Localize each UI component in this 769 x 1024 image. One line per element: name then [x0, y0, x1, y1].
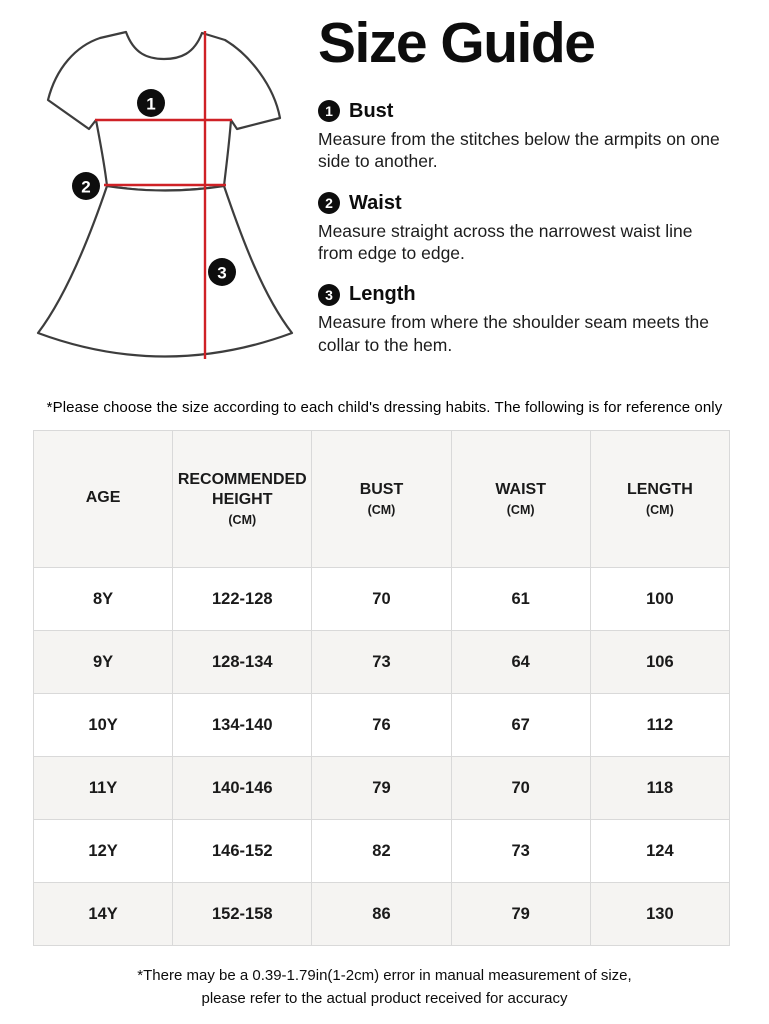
table-cell-bust: 73 [312, 631, 451, 694]
table-cell-length: 100 [590, 568, 729, 631]
page-title: Size Guide [318, 11, 595, 75]
marker-1-label: 1 [146, 94, 156, 114]
table-cell-length: 130 [590, 883, 729, 946]
table-cell-age: 9Y [34, 631, 173, 694]
table-cell-bust: 86 [312, 883, 451, 946]
table-cell-age: 14Y [34, 883, 173, 946]
table-cell-waist: 73 [451, 820, 590, 883]
marker-3 [208, 258, 236, 286]
table-cell-waist: 67 [451, 694, 590, 757]
waist-description: Measure straight across the narrowest waist line from edge to edge. [318, 220, 693, 264]
waist-label: Waist [349, 191, 402, 214]
measurement-error-disclaimer [0, 964, 769, 1011]
table-cell-height: 140-146 [173, 757, 312, 820]
table-cell-waist: 79 [451, 883, 590, 946]
table-row [34, 694, 730, 757]
table-cell-age: 8Y [34, 568, 173, 631]
table-cell-height: 134-140 [173, 694, 312, 757]
column-header-bust-label: BUST [359, 480, 404, 498]
table-cell-height: 152-158 [173, 883, 312, 946]
size-selection-note: *Please choose the size according to each child's dressing habits. The following is for reference only [46, 399, 723, 416]
table-row [34, 568, 730, 631]
waist-heading [318, 192, 750, 215]
column-header-length [590, 431, 729, 568]
table-cell-height: 146-152 [173, 820, 312, 883]
marker-2 [72, 172, 100, 200]
table-cell-length: 124 [590, 820, 729, 883]
table-row [34, 883, 730, 946]
table-header-row [34, 431, 730, 568]
column-header-waist [451, 431, 590, 568]
table-cell-bust: 82 [312, 820, 451, 883]
bust-number-badge: 1 [318, 100, 340, 122]
dress-diagram [28, 8, 310, 389]
length-label: Length [349, 283, 416, 306]
column-header-age-label: AGE [85, 489, 121, 507]
table-cell-length: 106 [590, 631, 729, 694]
table-cell-waist: 61 [451, 568, 590, 631]
marker-2-label: 2 [81, 177, 91, 197]
dress-outline-svg [28, 8, 310, 384]
measurement-guide-section [0, 0, 769, 389]
bust-section [318, 100, 750, 173]
disclaimer-line-1: *There may be a 0.39-1.79in(1-2cm) error in manual measurement of size, [137, 967, 632, 984]
length-description: Measure from where the shoulder seam meets the collar to the hem. [318, 312, 710, 355]
column-header-bust [312, 431, 451, 568]
table-cell-age: 12Y [34, 820, 173, 883]
table-row [34, 757, 730, 820]
bust-label: Bust [349, 99, 394, 122]
column-header-waist-label: WAIST [495, 480, 546, 498]
column-header-waist-unit: (CM) [506, 502, 535, 517]
table-row [34, 631, 730, 694]
column-header-length-label: LENGTH [626, 480, 693, 498]
size-chart-table [33, 430, 730, 946]
table-cell-length: 118 [590, 757, 729, 820]
table-row [34, 820, 730, 883]
marker-3-label: 3 [217, 263, 227, 283]
length-heading [318, 283, 750, 306]
table-cell-length: 112 [590, 694, 729, 757]
table-cell-age: 10Y [34, 694, 173, 757]
dress-bodice-outline [48, 32, 280, 191]
table-cell-height: 122-128 [173, 568, 312, 631]
table-cell-bust: 70 [312, 568, 451, 631]
waist-section [318, 192, 750, 265]
table-cell-waist: 64 [451, 631, 590, 694]
waist-number-badge: 2 [318, 192, 340, 214]
measurement-instructions [318, 0, 750, 375]
table-cell-age: 11Y [34, 757, 173, 820]
bust-description: Measure from the stitches below the armpits on one side to another. [318, 128, 720, 172]
column-header-height-label: RECOMMENDED HEIGHT [177, 470, 307, 509]
dress-skirt-outline [38, 186, 292, 357]
column-header-age [34, 431, 173, 568]
column-header-height [173, 431, 312, 568]
table-cell-height: 128-134 [173, 631, 312, 694]
column-header-height-unit: (CM) [228, 513, 257, 528]
disclaimer-line-2: please refer to the actual product received for accuracy [201, 990, 568, 1008]
column-header-length-unit: (CM) [645, 502, 674, 517]
table-cell-waist: 70 [451, 757, 590, 820]
table-cell-bust: 76 [312, 694, 451, 757]
length-number-badge: 3 [318, 284, 340, 306]
bust-heading [318, 100, 750, 123]
column-header-bust-unit: (CM) [367, 502, 396, 517]
marker-1 [137, 89, 165, 117]
table-cell-bust: 79 [312, 757, 451, 820]
length-section [318, 283, 750, 356]
